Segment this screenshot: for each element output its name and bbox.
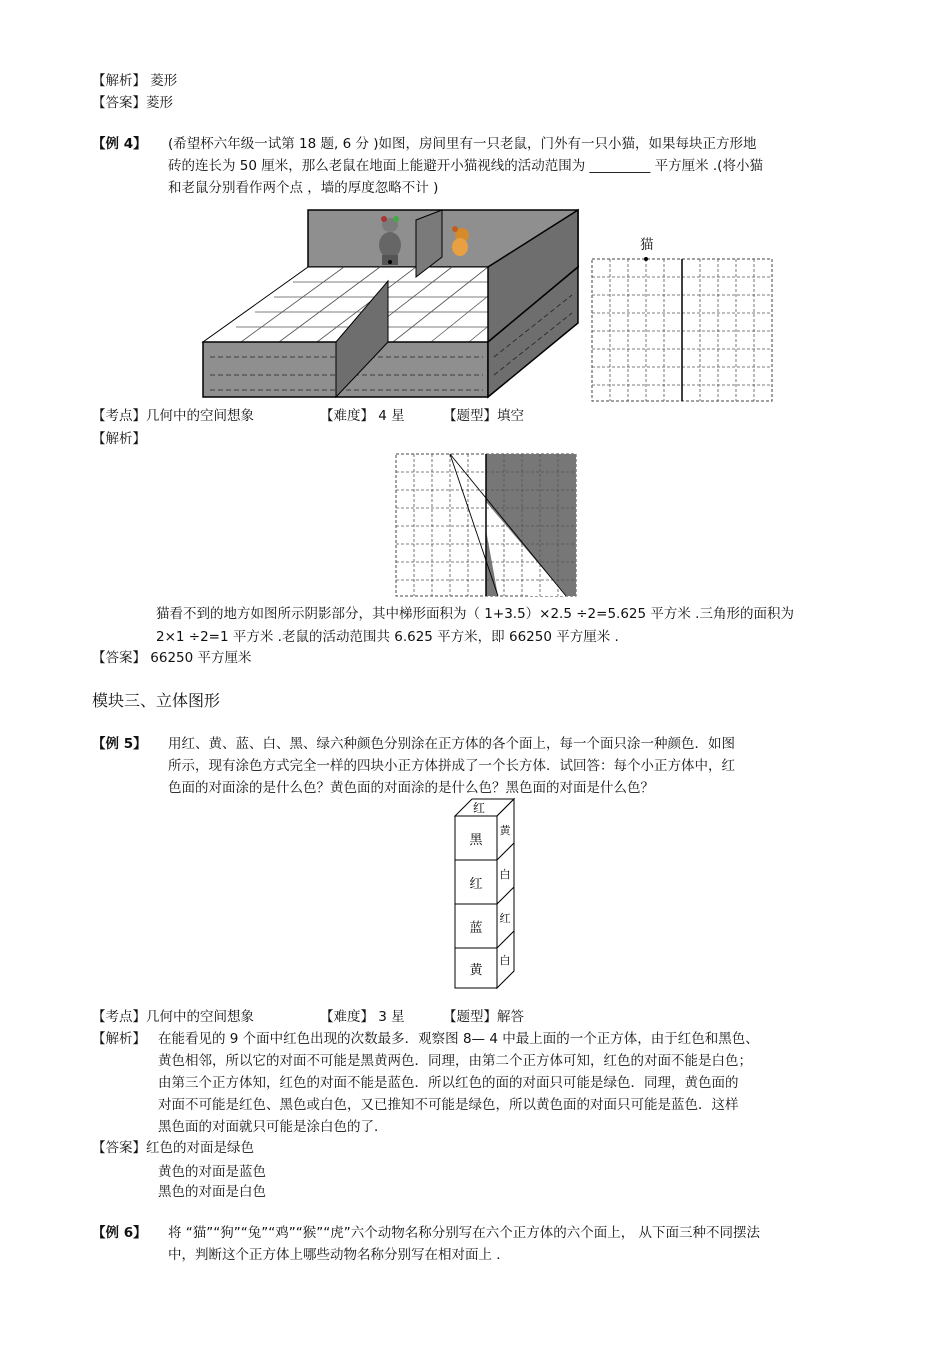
example-5-question-line3: 色面的对面涂的是什么色？黄色面的对面涂的是什么色？黑色面的对面是什么色？ <box>168 780 654 796</box>
example-5-tag: 【例 5】 <box>92 736 147 752</box>
example-5-answer-line3: 黑色的对面是白色 <box>158 1184 266 1200</box>
example-5-kaodian: 【考点】几何中的空间想象 <box>92 1009 254 1025</box>
room-3d-figure <box>198 205 583 405</box>
example-5-analysis-line1: 在能看见的 9 个面中红色出现的次数最多．观察图 8— 4 中最上面的一个正方体，由于红色和黑色、 <box>158 1031 759 1047</box>
example-4-question-type: 【题型】填空 <box>443 408 524 424</box>
example-6-question-line2: 中，判断这个正方体上哪些动物名称分别写在相对面上 . <box>168 1247 501 1263</box>
example-4-difficulty: 【难度】 4 星 <box>320 408 405 424</box>
tower-front-label: 黑 <box>469 833 483 848</box>
example-5-answer-line2: 黄色的对面是蓝色 <box>158 1164 266 1180</box>
example-4-kaodian: 【考点】几何中的空间想象 <box>92 408 254 424</box>
example-5-analysis-line5: 黑色面的对面就只可能是涂白色的了． <box>158 1119 388 1135</box>
tower-side-label: 红 <box>499 912 511 925</box>
example-5-analysis-tag: 【解析】 <box>92 1031 146 1047</box>
tower-side-label: 白 <box>499 868 511 881</box>
example-5-answer-line1: 【答案】红色的对面是绿色 <box>92 1140 254 1156</box>
example-5-question-line1: 用红、黄、蓝、白、黑、绿六种颜色分别涂在正方体的各个面上，每一个面只涂一种颜色．如图 <box>168 736 735 752</box>
example-4-analysis-tag: 【解析】 <box>92 431 146 447</box>
cube-tower-figure <box>450 796 520 992</box>
example-5-question-type: 【题型】解答 <box>443 1009 524 1025</box>
example-4-answer: 【答案】 66250 平方厘米 <box>92 650 252 666</box>
example-4-explanation-line1: 猫看不到的地方如图所示阴影部分，其中梯形面积为（ 1+3.5）×2.5 ÷2=5.625 平方米 .三角形的面积为 <box>156 606 794 622</box>
tower-top-label: 红 <box>472 801 486 815</box>
tower-front-label: 黄 <box>469 963 483 978</box>
module-heading: 模块三、立体图形 <box>92 691 221 710</box>
example-4-tag: 【例 4】 <box>92 136 147 152</box>
tower-side-label: 白 <box>499 954 511 967</box>
answer-line: 【答案】菱形 <box>92 95 173 111</box>
example-4-question-line2: 砖的连长为 50 厘米，那么老鼠在地面上能避开小猫视线的活动范围为 _________ 平方厘米 .(将小猫 <box>168 158 763 174</box>
example-5-analysis-line3: 由第三个正方体知，红色的对面不能是蓝色．所以红色的面的对面只可能是绿色．同理，黄色面的 <box>158 1075 739 1091</box>
cat-label: 猫 <box>640 237 654 253</box>
shadow-region-diagram <box>394 452 580 600</box>
answer-analysis-line: 【解析】 菱形 <box>92 73 178 89</box>
example-4-question-line3: 和老鼠分别看作两个点 ，墙的厚度忽略不计 ) <box>168 180 439 196</box>
example-4-explanation-line2: 2×1 ÷2=1 平方米 .老鼠的活动范围共 6.625 平方米，即 66250 平方厘米 . <box>156 629 619 645</box>
tower-front-label: 红 <box>469 877 483 892</box>
example-5-question-line2: 所示，现有涂色方式完全一样的四块小正方体拼成了一个长方体．试回答：每个小正方体中，红 <box>168 758 735 774</box>
tower-front-label: 蓝 <box>469 921 483 936</box>
example-5-analysis-line2: 黄色相邻，所以它的对面不可能是黑黄两色．同理，由第二个正方体可知，红色的对面不能是白色； <box>158 1053 752 1069</box>
example-5-analysis-line4: 对面不可能是红色、黑色或白色，又已推知不可能是绿色，所以黄色面的对面只可能是蓝色．这样 <box>158 1097 739 1113</box>
plan-view-grid <box>590 255 776 405</box>
example-6-tag: 【例 6】 <box>92 1225 147 1241</box>
example-6-question-line1: 将 “猫”“狗”“兔”“鸡”“猴”“虎”六个动物名称分别写在六个正方体的六个面上， 从下面三种不同摆法 <box>168 1225 761 1241</box>
example-5-difficulty: 【难度】 3 星 <box>320 1009 405 1025</box>
example-4-question-line1: (希望杯六年级一试第 18 题, 6 分 )如图，房间里有一只老鼠，门外有一只小猫，如果每块正方形地 <box>168 136 757 152</box>
tower-side-label: 黄 <box>499 824 511 837</box>
